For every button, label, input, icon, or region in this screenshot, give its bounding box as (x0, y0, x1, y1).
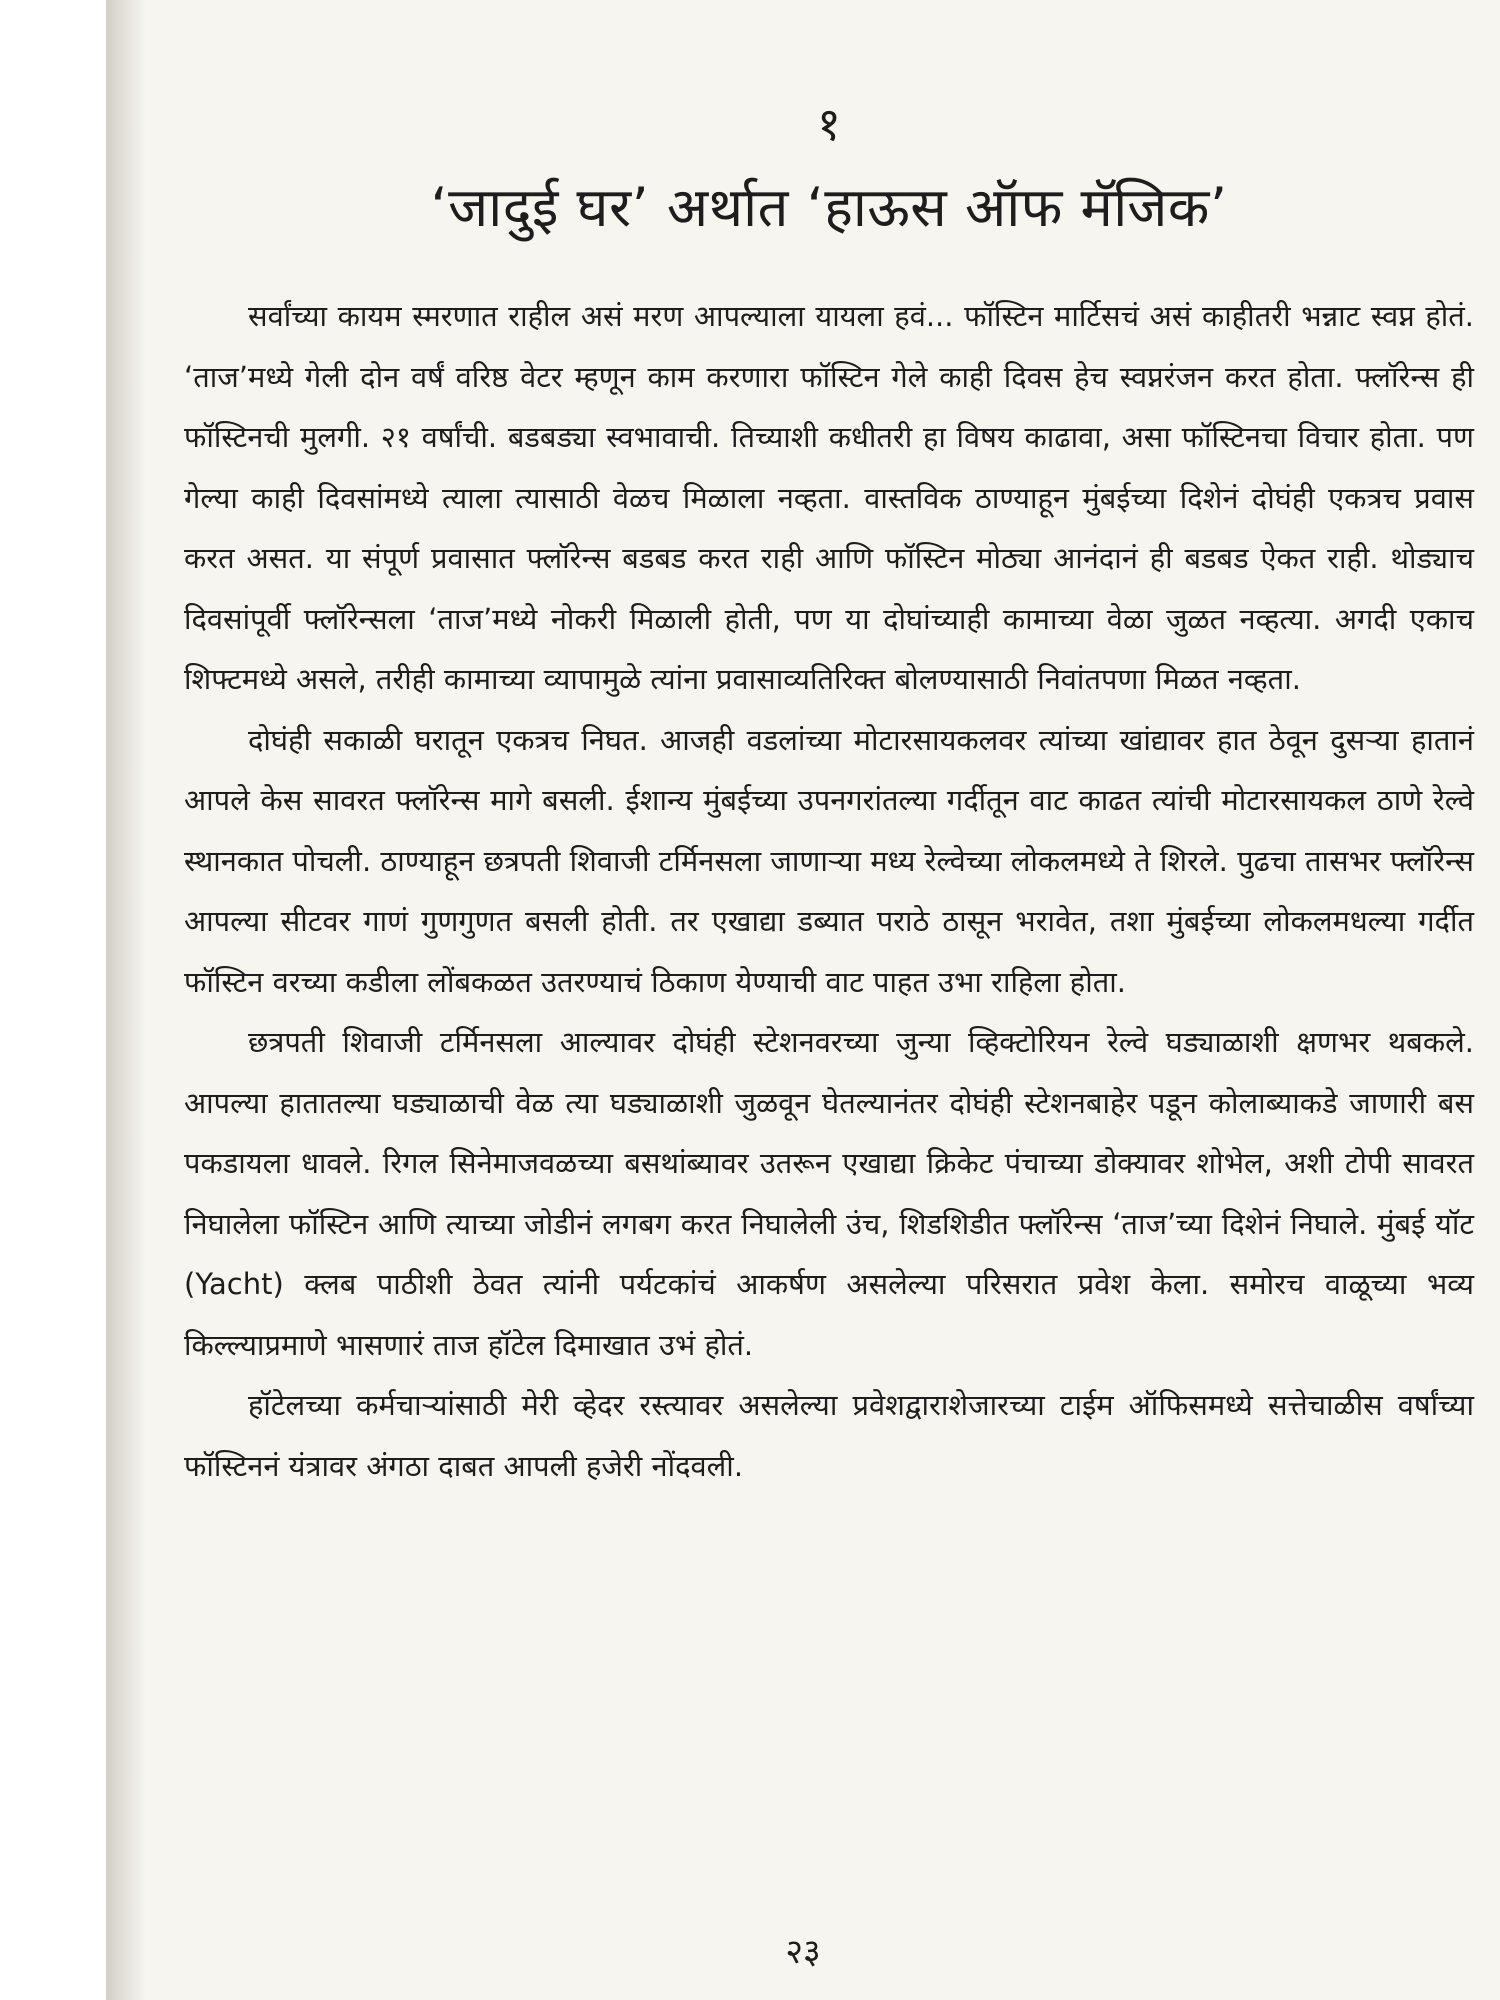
paragraph-1: सर्वांच्या कायम स्मरणात राहील असं मरण आपल्याला यायला हवं... फॉस्टिन मार्टिसचं असं काहीतरी भन्नाट स्वप्न होतं. ‘ताज’मध्ये गेली दोन वर्षं वरिष्ठ वेटर म्हणून काम करणारा फॉस्टिन गेले काही दिवस हेच स्वप्नरंजन करत होता. फ्लॉरेन्स ही फॉस्टिनची मुलगी. २१ वर्षांची. बडबड्या स्वभावाची. तिच्याशी कधीतरी हा विषय काढावा, असा फॉस्टिनचा विचार होता. पण गेल्या काही दिवसांमध्ये त्याला त्यासाठी वेळच मिळाला नव्हता. वास्तविक ठाण्याहून मुंबईच्या दिशेनं दोघंही एकत्रच प्रवास करत असत. या संपूर्ण प्रवासात फ्लॉरेन्स बडबड करत राही आणि फॉस्टिन मोठ्या आनंदानं ही बडबड ऐकत राही. थोड्याच दिवसांपूर्वी फ्लॉरेन्सला ‘ताज’मध्ये नोकरी मिळाली होती, पण या दोघांच्याही कामाच्या वेळा जुळत नव्हत्या. अगदी एकाच शिफ्टमध्ये असले, तरीही कामाच्या व्यापामुळे त्यांना प्रवासाव्यतिरिक्त बोलण्यासाठी निवांतपणा मिळत नव्हता. (184, 299, 1474, 696)
paragraph-4: हॉटेलच्या कर्मचाऱ्यांसाठी मेरी व्हेदर रस्त्यावर असलेल्या प्रवेशद्वाराशेजारच्या टाईम ऑफिसमध्ये सत्तेचाळीस वर्षांच्या फॉस्टिननं यंत्रावर अंगठा दाबत आपली हजेरी नोंदवली. (184, 1388, 1474, 1483)
page-number: २३ (785, 1932, 821, 1972)
paragraph-2: दोघंही सकाळी घरातून एकत्रच निघत. आजही वडलांच्या मोटारसायकलवर त्यांच्या खांद्यावर हात ठेवून दुसऱ्या हातानं आपले केस सावरत फ्लॉरेन्स मागे बसली. ईशान्य मुंबईच्या उपनगरांतल्या गर्दीतून वाट काढत त्यांची मोटारसायकल ठाणे रेल्वे स्थानकात पोचली. ठाण्याहून छत्रपती शिवाजी टर्मिनसला जाणाऱ्या मध्य रेल्वेच्या लोकलमध्ये ते शिरले. पुढचा तासभर फ्लॉरेन्स आपल्या सीटवर गाणं गुणगुणत बसली होती. तर एखाद्या डब्यात पराठे ठासून भरावेत, तशा मुंबईच्या लोकलमधल्या गर्दीत फॉस्टिन वरच्या कडीला लोंबकळत उतरण्याचं ठिकाण येण्याची वाट पाहत उभा राहिला होता. (184, 722, 1474, 999)
page-content (184, 96, 1474, 1496)
paragraph-3: छत्रपती शिवाजी टर्मिनसला आल्यावर दोघंही स्टेशनवरच्या जुन्या व्हिक्टोरियन रेल्वे घड्याळाशी क्षणभर थबकले. आपल्या हातातल्या घड्याळाची वेळ त्या घड्याळाशी जुळवून घेतल्यानंतर दोघंही स्टेशनबाहेर पडून कोलाब्याकडे जाणारी बस पकडायला धावले. रिगल सिनेमाजवळच्या बसथांब्यावर उतरून एखाद्या क्रिकेट पंचाच्या डोक्यावर शोभेल, अशी टोपी सावरत निघालेला फॉस्टिन आणि त्याच्या जोडीनं लगबग करत निघालेली उंच, शिडशिडीत फ्लॉरेन्स ‘ताज’च्या दिशेनं निघाले. मुंबई यॉट (Yacht) क्लब पाठीशी ठेवत त्यांनी पर्यटकांचं आकर्षण असलेल्या परिसरात प्रवेश केला. समोरच वाळूच्या भव्य किल्ल्याप्रमाणे भासणारं ताज हॉटेल दिमाखात उभं होतं. (184, 1025, 1474, 1362)
gutter-shadow (106, 0, 146, 2000)
chapter-number: १ (817, 97, 841, 151)
chapter-title: ‘जादुई घर’ अर्थात ‘हाऊस ऑफ मॅजिक’ (430, 176, 1228, 239)
book-page (106, 0, 1500, 2000)
